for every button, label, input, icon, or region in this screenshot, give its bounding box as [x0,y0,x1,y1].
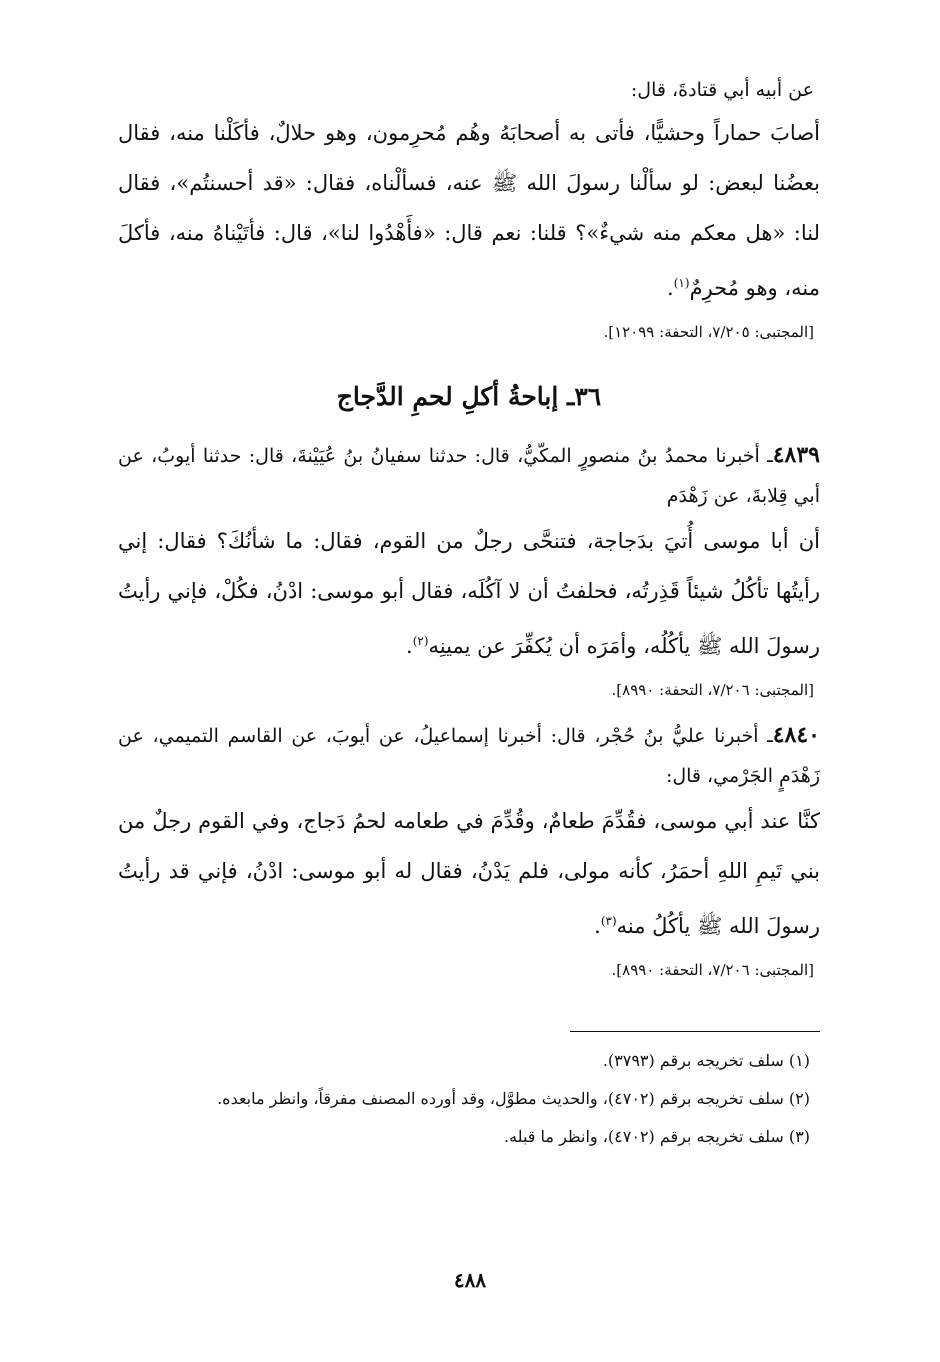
footnote-1: (١) سلف تخريجه برقم (٣٧٩٣). [602,1051,810,1070]
reference-line: [المجتبى: ٧/٢٠٥، التحفة: ١٢٠٩٩]. [603,323,814,341]
page-number: ٤٨٨ [453,1268,487,1292]
hadith-matn: كنَّا عند أبي موسى، فقُدِّمَ طعامٌ، وقُدِّمَ في طعامه لحمُ دَجاج، وفي القوم رجلٌ من بني تَيمِ اللهِ أحمَرُ، كأنه مولى، فلم يَدْنُ، فقال له أبو موسى: ادْنُ، فإني قد رأيتُ رسولَ الله ﷺ يأكُلُ منه$^{(٣)}$. [118,809,820,938]
footnote-marker: (٣) [600,914,617,928]
footnote-marker: (١) [673,276,690,290]
footnote-3: (٣) سلف تخريجه برقم (٤٧٠٢)، وانظر ما قبله. [504,1127,810,1146]
hadith-matn: أن أبا موسى أُتيَ بدَجاجة، فتنحَّى رجلٌ من القوم، فقال: ما شأنُكَ؟ فقال: إني رأيتُها تأكُلُ شيئاً قَذِرتُه، فحلفتُ أن لا آكُلَه، فقال أبو موسى: ادْنُ، فكُلْ، فإني رأيتُ رسولَ الله ﷺ يأكُلُه، وأمَرَه أن يُكفِّرَ عن يمينِه$^{(٢)}$. [118,529,820,658]
hadith-number: ٤٨٤٠ [772,722,820,748]
footnote-2: (٢) سلف تخريجه برقم (٤٧٠٢)، والحديث مطوَّل، وقد أورده المصنف مفرقاً، وانظر مابعده. [217,1089,810,1108]
hadith-number: ٤٨٣٩ [772,442,820,468]
matn-text: كنَّا عند أبي موسى، فقُدِّمَ طعامٌ، وقُدِّمَ في طعامه لحمُ دَجاج، وفي القوم رجلٌ من بني تَيمِ اللهِ أحمَرُ، كأنه مولى، فلم يَدْنُ، فقال له أبو موسى: ادْنُ، فإني قد رأيتُ رسولَ الله ﷺ يأكُلُ منه [118,809,820,938]
matn-text: أصابَ حماراً وحشيًّا، فأتى به أصحابَهُ وهُم مُحرِمون، وهو حلالٌ، فأكَلْنا منه، فقال بعضُنا لبعض: لو سألْنا رسولَ الله ﷺ عنه، فسألْناه، فقال: «قد أحسنتُم»، فقال لنا: «هل معكم منه شيءٌ»؟ قلنا: نعم قال: «فأَهْدُوا لنا»، قال: فأتَيْناهُ منه، فأكلَ منه، وهو مُحرِمٌ [118,121,820,300]
footnote-marker: (٢) [412,634,429,648]
isnad-text: ـ أخبرنا عليُّ بنُ حُجْر، قال: أخبرنا إسماعيلُ، عن أيوبَ، عن القاسم التميمي، عن زَهْدَمٍ الجَرْمي، قال: [118,725,820,787]
hadith-matn: أصابَ حماراً وحشيًّا، فأتى به أصحابَهُ وهُم مُحرِمون، وهو حلالٌ، فأكَلْنا منه، فقال بعضُنا لبعض: لو سألْنا رسولَ الله ﷺ عنه، فسألْناه، فقال: «قد أحسنتُم»، فقال لنا: «هل معكم منه شيءٌ»؟ قلنا: نعم قال: «فأَهْدُوا لنا»، قال: فأتَيْناهُ منه، فأكلَ منه، وهو مُحرِمٌ$^{(١)}$. [118,121,820,300]
reference-line: [المجتبى: ٧/٢٠٦، التحفة: ٨٩٩٠]. [611,681,814,699]
hadith-isnad [118,435,820,516]
isnad-text: ـ أخبرنا محمدُ بنُ منصورٍ المكّيُّ، قال: حدثنا سفيانُ بنُ عُيَيْنةَ، قال: حدثنا أيوبُ، عن أبي قِلابةَ، عن زَهْدَم [118,445,820,507]
matn-text: أن أبا موسى أُتيَ بدَجاجة، فتنحَّى رجلٌ من القوم، فقال: ما شأنُكَ؟ فقال: إني رأيتُها تأكُلُ شيئاً قَذِرتُه، فحلفتُ أن لا آكُلَه، فقال أبو موسى: ادْنُ، فكُلْ، فإني رأيتُ رسولَ الله ﷺ يأكُلُه، وأمَرَه أن يُكفِّرَ عن يمينِه [118,529,820,658]
chapter-title: ٣٦ـ إباحةُ أكلِ لحمِ الدَّجاج [336,382,602,411]
reference-line: [المجتبى: ٧/٢٠٦، التحفة: ٨٩٩٠]. [611,961,814,979]
hadith-isnad [118,715,820,796]
footnote-divider [570,1031,820,1032]
isnad-end-line: عن أبيه أبي قتادةَ، قال: [630,79,814,101]
